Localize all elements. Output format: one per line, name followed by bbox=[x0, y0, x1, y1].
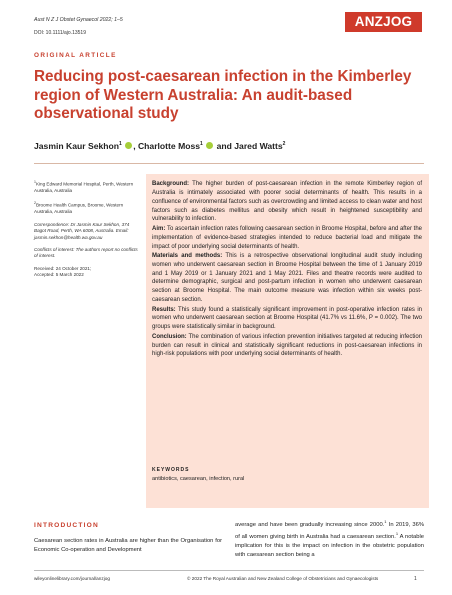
divider bbox=[34, 163, 424, 164]
footer-divider bbox=[34, 570, 424, 571]
abstract-methods: Materials and methods: This is a retrospective observational longitudinal audit study including women who underwent caesarean section in Broome Hospital between the time of 1 January 2019 and 1 May 2019 or 1 January 2021 and 1 May 2021. Files and theatre records were audited to determine demographic, surgical and post-partum infection in women who underwent caesarean section at Broome Hospital. The main outcome measure was infection within six weeks post-caesarean section. bbox=[152, 252, 423, 304]
journal-website-link[interactable]: wileyonlinelibrary.com/journal/anzjog bbox=[34, 576, 110, 581]
abstract-aim: Aim: To ascertain infection rates following caesarean section in Broome Hospital, before and after the implementation of evidence-based strategies intended to reduce bacterial load and mitigate the impact of poor underlying social determinants of health. bbox=[152, 225, 423, 250]
abstract-background: Background: The higher burden of post-caesarean infection in the remote Kimberley region of Australia is intimately associated with poorer social determinants of health. This results in a confluence of environmental factors such as overcrowding and limited access to clean water and host factors such as diabetes mellitus and obesity which result in heightened susceptibility and vulnerability to infection. bbox=[152, 181, 423, 223]
abstract-results: Results: This study found a statistically significant improvement in post-operative infection rates in women who underwent caesarean section at Broome Hospital (41.7% vs 11.6%, P = 0.002). The two groups were statistically similar in background. bbox=[152, 306, 422, 331]
abstract-conclusion: Conclusion: The combination of various infection prevention initiatives targeted at reducing infection burden can result in clinical and statistically significant reductions in post-caesarean infections in high-risk populations with poor underlying social determinants of health. bbox=[152, 333, 423, 358]
received-accepted: Received: 24 October 2021; Accepted: 5 March 2022 bbox=[34, 265, 92, 278]
correspondence: Correspondence: Dr Jasmin Kaur Sekhon, 374 Bagot Road, Perth, WA 6008, Australia. Email: jasmin.sekhon@health.wa.gov.au bbox=[34, 221, 130, 240]
article-info-sidebar bbox=[34, 179, 142, 285]
abstract bbox=[152, 180, 422, 360]
orcid-icon[interactable] bbox=[125, 142, 132, 149]
article-title: Reducing post-caesarean infection in the Kimberley region of Western Australia: An audit-based observational study bbox=[34, 68, 412, 122]
journal-logo: ANZJOG bbox=[345, 12, 422, 32]
author-affiliation-mark: 1 bbox=[200, 141, 203, 148]
author-name[interactable]: Jasmin Kaur Sekhon bbox=[34, 141, 120, 151]
affiliation: $^1$King Edward Memorial Hospital, Perth, Western Australia, Australia bbox=[34, 180, 134, 193]
article-type: ORIGINAL ARTICLE bbox=[34, 52, 117, 59]
author-list: Jasmin Kaur Sekhon$^1$ , Charlotte Moss$^1$ and Jared Watts$^2$ bbox=[34, 141, 286, 151]
doi-link[interactable]: DOI: 10.1111/ajo.13519 bbox=[34, 30, 86, 36]
body-text-right-column: average and have been gradually increasing since 2000.$^1$ In 2019, 36% of all women giving birth in Australia had a caesarean section.$^1$ A notable implication for this is the impact on infection in the obstetric population with caesarean section being a bbox=[235, 519, 425, 558]
author-affiliation-mark: 1 bbox=[119, 141, 122, 148]
keywords-list: antibiotics, caesarean, infection, rural bbox=[152, 476, 245, 482]
introduction-heading: INTRODUCTION bbox=[34, 522, 99, 529]
copyright-notice: © 2022 The Royal Australian and New Zealand College of Obstetricians and Gynaecologists bbox=[187, 576, 379, 581]
page-number: 1 bbox=[414, 576, 417, 582]
author-affiliation-mark: 2 bbox=[282, 141, 286, 148]
body-text-left-column: Caesarean section rates in Australia are higher than the Organisation for Economic Co-operation and Development bbox=[34, 538, 222, 553]
author-name[interactable]: Charlotte Moss bbox=[137, 141, 201, 151]
journal-citation: Aust N Z J Obstet Gynaecol 2022; 1–5 bbox=[34, 17, 123, 23]
keywords-heading: KEYWORDS bbox=[152, 467, 190, 473]
affiliation: $^2$Broome Health Campus, Broome, Western Australia, Australia bbox=[34, 201, 124, 215]
conflicts-of-interest: Conflicts of interest: The authors report no conflicts of interest. bbox=[34, 246, 138, 259]
author-name[interactable]: and Jared Watts bbox=[216, 141, 283, 151]
orcid-icon[interactable] bbox=[206, 142, 213, 149]
